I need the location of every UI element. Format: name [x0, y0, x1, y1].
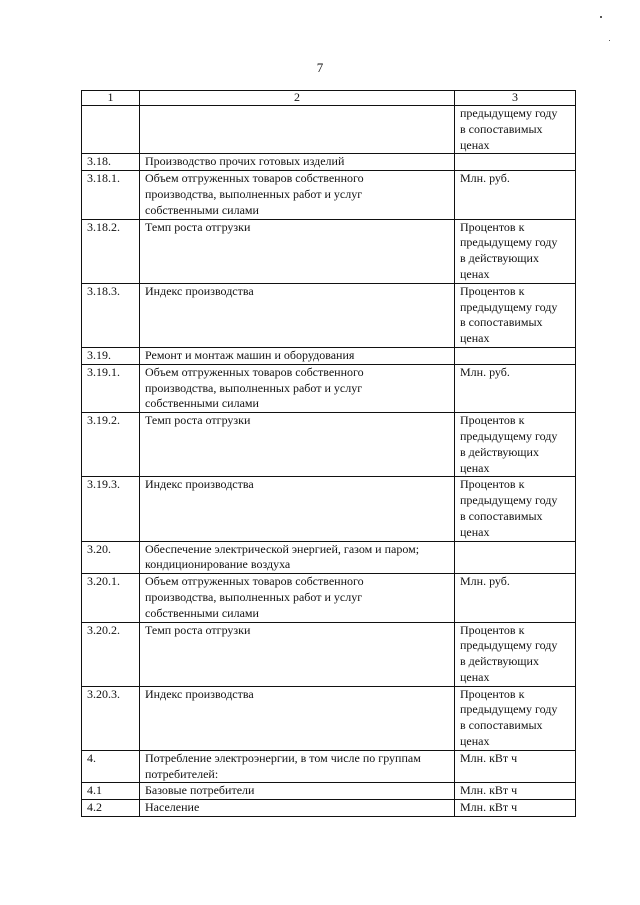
unit-of-measure: [455, 171, 576, 219]
indicator-name: [140, 783, 455, 800]
indicator-name-line: Темп роста отгрузки: [145, 219, 251, 234]
table-row: [82, 347, 576, 364]
indicator-name-line: производства, выполненных работ и услуг: [145, 380, 363, 395]
indicator-name: [140, 750, 455, 783]
page-number: 7: [316, 60, 324, 75]
unit-line: Процентов к: [460, 283, 525, 298]
indicator-name: [140, 219, 455, 283]
unit-of-measure: [455, 622, 576, 686]
table-row: [82, 171, 576, 219]
indicator-name-line: собственными силами: [145, 202, 259, 217]
table-row: [82, 783, 576, 800]
unit-line: [460, 154, 570, 170]
unit-line: Млн. кВт ч: [460, 783, 518, 798]
header-cell-2: 2: [140, 91, 455, 106]
unit-line: Млн. руб.: [460, 574, 510, 589]
row-number: 3.19.1.: [82, 364, 140, 412]
unit-line: Млн. кВт ч: [460, 800, 518, 815]
table-row: [82, 106, 576, 154]
unit-line: предыдущему году: [460, 299, 558, 314]
indicator-name-line: производства, выполненных работ и услуг: [145, 589, 363, 604]
indicator-name: [140, 283, 455, 347]
indicator-name: [140, 364, 455, 412]
unit-line: [460, 348, 570, 364]
indicator-name-line: Темп роста отгрузки: [145, 622, 251, 637]
table-row: [82, 477, 576, 541]
row-number: 4.2: [82, 800, 140, 817]
indicator-name: [140, 154, 455, 171]
scan-speck: [600, 16, 602, 18]
unit-of-measure: [455, 106, 576, 154]
indicator-name-line: Базовые потребители: [145, 783, 255, 798]
indicator-name-line: Индекс производства: [145, 686, 254, 701]
indicator-name-line: Индекс производства: [145, 477, 254, 492]
unit-line: ценах: [460, 137, 490, 152]
unit-line: Млн. руб.: [460, 171, 510, 186]
unit-line: предыдущему году: [460, 702, 558, 717]
indicator-name: [140, 541, 455, 574]
unit-of-measure: [455, 219, 576, 283]
unit-of-measure: [455, 413, 576, 477]
header-cell-1: 1: [82, 91, 140, 106]
row-number: [82, 106, 140, 154]
table-row: [82, 364, 576, 412]
indicator-table: [81, 90, 576, 817]
indicator-name: [140, 171, 455, 219]
unit-of-measure: [455, 347, 576, 364]
indicator-name: [140, 413, 455, 477]
unit-line: Млн. руб.: [460, 364, 510, 379]
unit-of-measure: [455, 574, 576, 622]
unit-of-measure: [455, 477, 576, 541]
unit-of-measure: [455, 686, 576, 750]
indicator-name-line: Потребление электроэнергии, в том числе по группам: [145, 750, 421, 765]
unit-line: предыдущему году: [460, 428, 558, 443]
row-number: 4.: [82, 750, 140, 783]
unit-line: в сопоставимых: [460, 508, 543, 523]
indicator-name-line: Производство прочих готовых изделий: [145, 154, 345, 169]
unit-line: Процентов к: [460, 219, 525, 234]
indicator-name-line: потребителей:: [145, 766, 219, 781]
unit-line: ценах: [460, 331, 490, 346]
table-row: [82, 574, 576, 622]
table-header-row: [82, 91, 576, 106]
table-row: [82, 622, 576, 686]
unit-line: предыдущему году: [460, 106, 558, 120]
unit-line: предыдущему году: [460, 235, 558, 250]
unit-of-measure: [455, 283, 576, 347]
unit-line: ценах: [460, 266, 490, 281]
unit-line: предыдущему году: [460, 638, 558, 653]
indicator-name-line: производства, выполненных работ и услуг: [145, 186, 363, 201]
unit-of-measure: [455, 800, 576, 817]
unit-line: в сопоставимых: [460, 718, 543, 733]
unit-line: в действующих: [460, 251, 539, 266]
scan-speck: [609, 40, 610, 41]
indicator-name-line: собственными силами: [145, 396, 259, 411]
row-number: 3.19.: [82, 347, 140, 364]
unit-line: в действующих: [460, 444, 539, 459]
table-row: [82, 219, 576, 283]
unit-of-measure: [455, 541, 576, 574]
indicator-name: [140, 477, 455, 541]
unit-line: Млн. кВт ч: [460, 750, 518, 765]
row-number: 3.18.: [82, 154, 140, 171]
indicator-name: [140, 106, 455, 154]
unit-line: Процентов к: [460, 686, 525, 701]
row-number: 3.18.2.: [82, 219, 140, 283]
indicator-name-line: Обеспечение электрической энергией, газом и паром;: [145, 541, 420, 556]
table-row: [82, 686, 576, 750]
indicator-name-line: собственными силами: [145, 605, 259, 620]
indicator-name: [140, 347, 455, 364]
unit-line: Процентов к: [460, 622, 525, 637]
unit-line: в действующих: [460, 654, 539, 669]
indicator-name: [140, 622, 455, 686]
unit-line: [460, 542, 570, 558]
indicator-name-line: Население: [145, 800, 200, 815]
unit-line: предыдущему году: [460, 493, 558, 508]
indicator-name: [140, 800, 455, 817]
indicator-name-line: Индекс производства: [145, 283, 254, 298]
indicator-name: [140, 574, 455, 622]
row-number: 3.18.3.: [82, 283, 140, 347]
row-number: 3.20.: [82, 541, 140, 574]
row-number: 3.20.3.: [82, 686, 140, 750]
header-cell-3: 3: [455, 91, 576, 106]
unit-line: ценах: [460, 734, 490, 749]
unit-line: в сопоставимых: [460, 315, 543, 330]
unit-line: Процентов к: [460, 413, 525, 428]
indicator-name-line: кондиционирование воздуха: [145, 557, 291, 572]
table-row: [82, 800, 576, 817]
table-row: [82, 750, 576, 783]
indicator-name-line: [145, 106, 449, 122]
indicator-name-line: Ремонт и монтаж машин и оборудования: [145, 347, 355, 362]
unit-line: ценах: [460, 524, 490, 539]
table-row: [82, 413, 576, 477]
table-row: [82, 154, 576, 171]
row-number: 3.20.1.: [82, 574, 140, 622]
unit-line: Процентов к: [460, 477, 525, 492]
unit-of-measure: [455, 750, 576, 783]
row-number: 4.1: [82, 783, 140, 800]
row-number: 3.19.2.: [82, 413, 140, 477]
indicator-name-line: Объем отгруженных товаров собственного: [145, 171, 364, 186]
table-row: [82, 283, 576, 347]
indicator-name: [140, 686, 455, 750]
unit-of-measure: [455, 364, 576, 412]
indicator-name-line: Объем отгруженных товаров собственного: [145, 574, 364, 589]
row-number: 3.18.1.: [82, 171, 140, 219]
unit-line: ценах: [460, 460, 490, 475]
indicator-name-line: Темп роста отгрузки: [145, 413, 251, 428]
row-number: 3.20.2.: [82, 622, 140, 686]
unit-of-measure: [455, 154, 576, 171]
unit-of-measure: [455, 783, 576, 800]
indicator-name-line: Объем отгруженных товаров собственного: [145, 364, 364, 379]
unit-line: ценах: [460, 669, 490, 684]
row-number: 3.19.3.: [82, 477, 140, 541]
table-row: [82, 541, 576, 574]
unit-line: в сопоставимых: [460, 121, 543, 136]
